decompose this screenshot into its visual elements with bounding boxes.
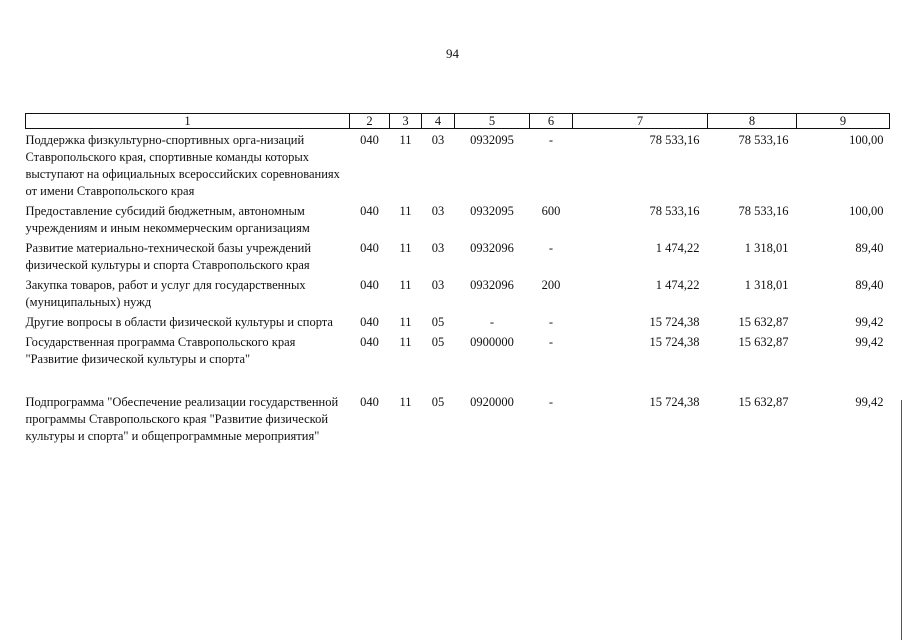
row-ministry-code: 040 [360, 133, 379, 147]
header-col-6: 6 [530, 114, 573, 129]
row-percent: 99,42 [855, 395, 884, 409]
header-col-8: 8 [708, 114, 797, 129]
row-subsection-code: 05 [431, 335, 445, 349]
row-name: Предоставление субсидий бюджетным, автономным учреждениям и иным некоммерческим организациям [25, 204, 310, 235]
row-value-8: 15 632,87 [738, 335, 789, 349]
row-expense-type: - [548, 335, 554, 349]
row-value-8: 1 318,01 [744, 278, 789, 292]
row-subsection-code: 03 [431, 241, 445, 255]
row-subsection-code: 05 [431, 315, 445, 329]
row-ministry-code: 040 [360, 241, 379, 255]
row-subsection-code: 03 [431, 278, 445, 292]
row-section-code: 11 [399, 335, 412, 349]
table-row [26, 129, 890, 204]
row-section-code: 11 [399, 278, 412, 292]
row-subsection-code: 03 [431, 204, 445, 218]
row-percent: 99,42 [855, 335, 884, 349]
row-name: Поддержка физкультурно-спортивных орга-низаций Ставропольского края, спортивные команды которых выступают на официальных всероссийских соревнованиях от имени Ставропольского края [25, 133, 340, 198]
table-row [26, 277, 890, 314]
row-value-7: 1 474,22 [655, 278, 700, 292]
row-subsection-code: 03 [431, 133, 445, 147]
header-col-3: 3 [390, 114, 422, 129]
row-value-7: 78 533,16 [649, 204, 700, 218]
row-target-code: 0900000 [470, 335, 514, 349]
row-ministry-code: 040 [360, 278, 379, 292]
row-ministry-code: 040 [360, 315, 379, 329]
table-row [26, 394, 890, 448]
row-expense-type: 200 [541, 278, 561, 292]
row-value-7: 15 724,38 [649, 395, 700, 409]
row-value-8: 15 632,87 [738, 395, 789, 409]
table-row [26, 334, 890, 371]
row-section-code: 11 [399, 241, 412, 255]
table-spacer-row [26, 371, 890, 394]
row-value-8: 78 533,16 [738, 204, 789, 218]
page-number: 94 [446, 46, 459, 61]
table-row [26, 240, 890, 277]
row-section-code: 11 [399, 395, 412, 409]
row-name: Подпрограмма "Обеспечение реализации государственной программы Ставропольского края "Развитие физической культуры и спорта" и общепрограммные мероприятия" [25, 395, 339, 443]
row-percent: 100,00 [849, 133, 884, 147]
row-name: Государственная программа Ставропольского края "Развитие физической культуры и спорта" [25, 335, 296, 366]
header-col-1: 1 [26, 114, 350, 129]
row-value-7: 1 474,22 [655, 241, 700, 255]
row-target-code: 0932095 [470, 133, 514, 147]
header-col-4: 4 [422, 114, 455, 129]
row-expense-type: - [548, 241, 554, 255]
row-section-code: 11 [399, 133, 412, 147]
row-expense-type: - [548, 133, 554, 147]
row-value-7: 15 724,38 [649, 335, 700, 349]
row-subsection-code: 05 [431, 395, 445, 409]
row-ministry-code: 040 [360, 395, 379, 409]
row-name: Развитие материально-технической базы учреждений физической культуры и спорта Ставропольского края [25, 241, 312, 272]
row-target-code: 0920000 [470, 395, 514, 409]
row-expense-type: 600 [541, 204, 561, 218]
row-ministry-code: 040 [360, 204, 379, 218]
header-col-2: 2 [350, 114, 390, 129]
row-value-8: 78 533,16 [738, 133, 789, 147]
row-value-8: 15 632,87 [738, 315, 789, 329]
row-target-code: 0932096 [470, 241, 514, 255]
row-ministry-code: 040 [360, 335, 379, 349]
row-section-code: 11 [399, 315, 412, 329]
row-target-code: 0932095 [470, 204, 514, 218]
table-row [26, 314, 890, 334]
row-value-7: 15 724,38 [649, 315, 700, 329]
row-percent: 99,42 [855, 315, 884, 329]
row-target-code: 0932096 [470, 278, 514, 292]
row-name: Другие вопросы в области физической культуры и спорта [25, 315, 333, 329]
row-value-7: 78 533,16 [649, 133, 700, 147]
header-col-9: 9 [797, 114, 890, 129]
row-name: Закупка товаров, работ и услуг для государственных (муниципальных) нужд [25, 278, 306, 309]
header-col-7: 7 [573, 114, 708, 129]
row-percent: 89,40 [855, 278, 884, 292]
table-row [26, 203, 890, 240]
row-percent: 100,00 [849, 204, 884, 218]
row-section-code: 11 [399, 204, 412, 218]
budget-table [25, 113, 890, 448]
row-target-code: - [489, 315, 495, 329]
row-expense-type: - [548, 395, 554, 409]
row-value-8: 1 318,01 [744, 241, 789, 255]
scan-edge-line [901, 400, 902, 640]
row-expense-type: - [548, 315, 554, 329]
row-percent: 89,40 [855, 241, 884, 255]
header-col-5: 5 [455, 114, 530, 129]
table-header-row [26, 114, 890, 129]
